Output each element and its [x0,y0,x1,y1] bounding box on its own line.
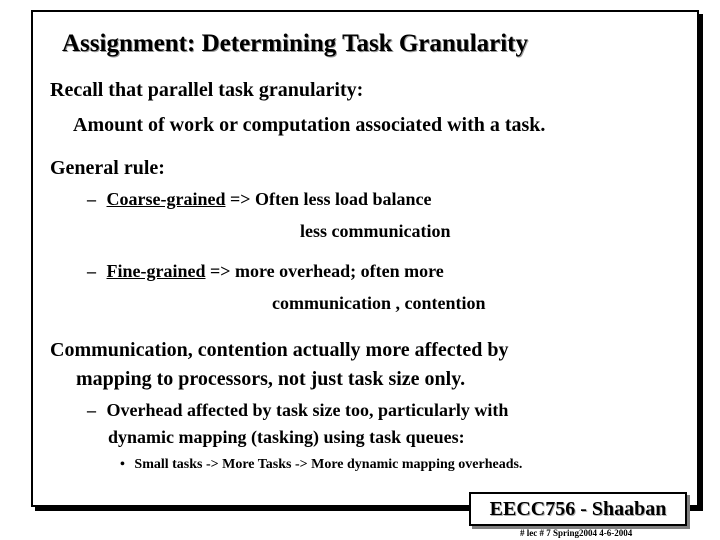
coarse-grained-term: Coarse-grained [106,189,226,209]
overhead-line-1: Overhead affected by task size too, particularly with [106,400,509,420]
bullet-text: Small tasks -> More Tasks -> More dynamic mapping overheads. [134,457,523,472]
fine-grained-continuation: communication , contention [272,293,486,313]
slide-title: Assignment: Determining Task Granularity [62,30,529,57]
coarse-grained-continuation: less communication [300,221,451,241]
coarse-dash: – [87,189,96,209]
bullet-item [120,457,522,473]
footer-course-label: EECC756 - Shaaban [469,492,687,526]
fine-grained-term: Fine-grained [106,261,206,281]
communication-line-1: Communication, contention actually more affected by [50,339,509,361]
coarse-grained-text: => Often less load balance [225,189,432,209]
recall-line-1: Recall that parallel task granularity: [50,79,364,101]
overhead-line-2: dynamic mapping (tasking) using task queues: [108,427,465,447]
recall-line-2: Amount of work or computation associated with a task. [73,114,546,136]
overhead-dash: – [87,400,96,420]
fine-grained-item [87,261,444,282]
footer-lecture-info: # lec # 7 Spring2004 4-6-2004 [520,528,633,538]
fine-dash: – [87,261,96,281]
fine-grained-text: => more overhead; often more [205,261,444,281]
bullet-icon: • [120,457,125,472]
coarse-grained-item [87,189,432,210]
overhead-item [87,400,508,421]
general-rule-heading: General rule: [50,157,165,179]
communication-line-2: mapping to processors, not just task size only. [76,368,466,390]
